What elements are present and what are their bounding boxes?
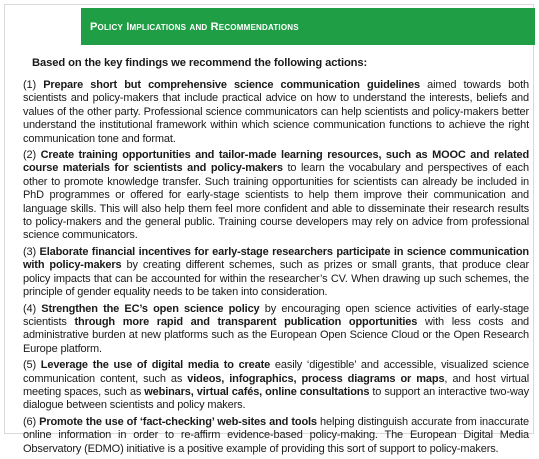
recommendation-emphasis: Prepare short but comprehensive science communication guidelines [43,79,420,91]
recommendation-emphasis: videos, infographics, process diagrams or maps [187,372,445,385]
section-content [23,57,529,459]
recommendation-emphasis: Leverage the use of digital media to create [40,359,271,372]
document-frame [4,4,534,455]
section-title: Policy Implications and Recommendations [90,20,299,33]
recommendation-number: (1) [23,79,36,91]
intro-paragraph: Based on the key findings we recommend the following actions: [32,57,368,69]
recommendation-emphasis: Create training opportunities and tailor-made learning resources, such as MOOC and related course materials for scientists and policy-makers [23,149,530,175]
recommendation-text: by creating different schemes, such as prizes or small grants, that produce clear policy impacts that can be accounted for within the researcher’s CV. When drawing up such schemes, the principle of gender equality needs to be taken into consideration. [23,259,529,299]
recommendation-text: aimed towards both scientists and policy-makers that include practical advice on how to understand the interests, beliefs and values of the other party. Professional science communicators can help scientists and policy-makers better understand the institutional framework within which science communication functions to achieve the right communication tone and format. [23,79,529,145]
recommendation-item [23,416,529,456]
recommendation-text: by encouraging open science activities of early-stage scientists [23,302,530,328]
recommendation-item [23,79,529,146]
recommendation-emphasis: Elaborate financial incentives for early-stage researchers participate in science communication with policy-makers [23,245,529,272]
recommendation-text: with less costs and administrative burden at new platforms such as the European Open Science Cloud or the Open Research Europe platform. [23,315,529,355]
recommendation-text: easily ‘digestible’ and accessible, visualized science communication content, such as [23,359,529,385]
recommendation-number: (5) [23,359,36,372]
recommendation-emphasis: Promote the use of ‘fact-checking’ web-sites and tools [39,415,317,428]
recommendation-emphasis: Strengthen the EC’s open science policy [41,302,260,315]
recommendation-text: to learn the vocabulary and perspectives of each other to promote knowledge transfer. Such training opportunities for scientists can already be included in PhD programmes or offered for early-stage scientists to help them improve their communication and language skills. This will also help them feel more confident and able to disseminate their research results to policy-makers and the general public. Training course developers may rely on advice from professional science communicators. [23,162,529,242]
recommendation-emphasis: through more rapid and transparent publication opportunities [74,315,418,328]
recommendation-number: (2) [23,149,36,162]
recommendation-text: , and host virtual meeting spaces, such as [23,372,529,398]
section-header-bar [81,8,535,45]
recommendation-text: to support an interactive two-way dialogue between scientists and policy makers. [23,385,529,412]
recommendation-emphasis: webinars, virtual cafés, online consultations [144,385,370,398]
recommendation-item [23,359,529,413]
recommendations-list [23,79,529,456]
recommendation-number: (4) [23,302,36,315]
recommendation-item [23,246,529,300]
recommendation-number: (6) [23,415,36,428]
recommendation-item [23,303,529,357]
recommendation-text: helping distinguish accurate from inaccurate online information in order to re-affirm evidence-based policy-making. The European Digital Media Observatory (EDMO) initiative is a positive example of providing this sort of support to policy-makers. [23,415,529,455]
recommendation-number: (3) [23,245,36,258]
recommendation-item [23,149,529,243]
